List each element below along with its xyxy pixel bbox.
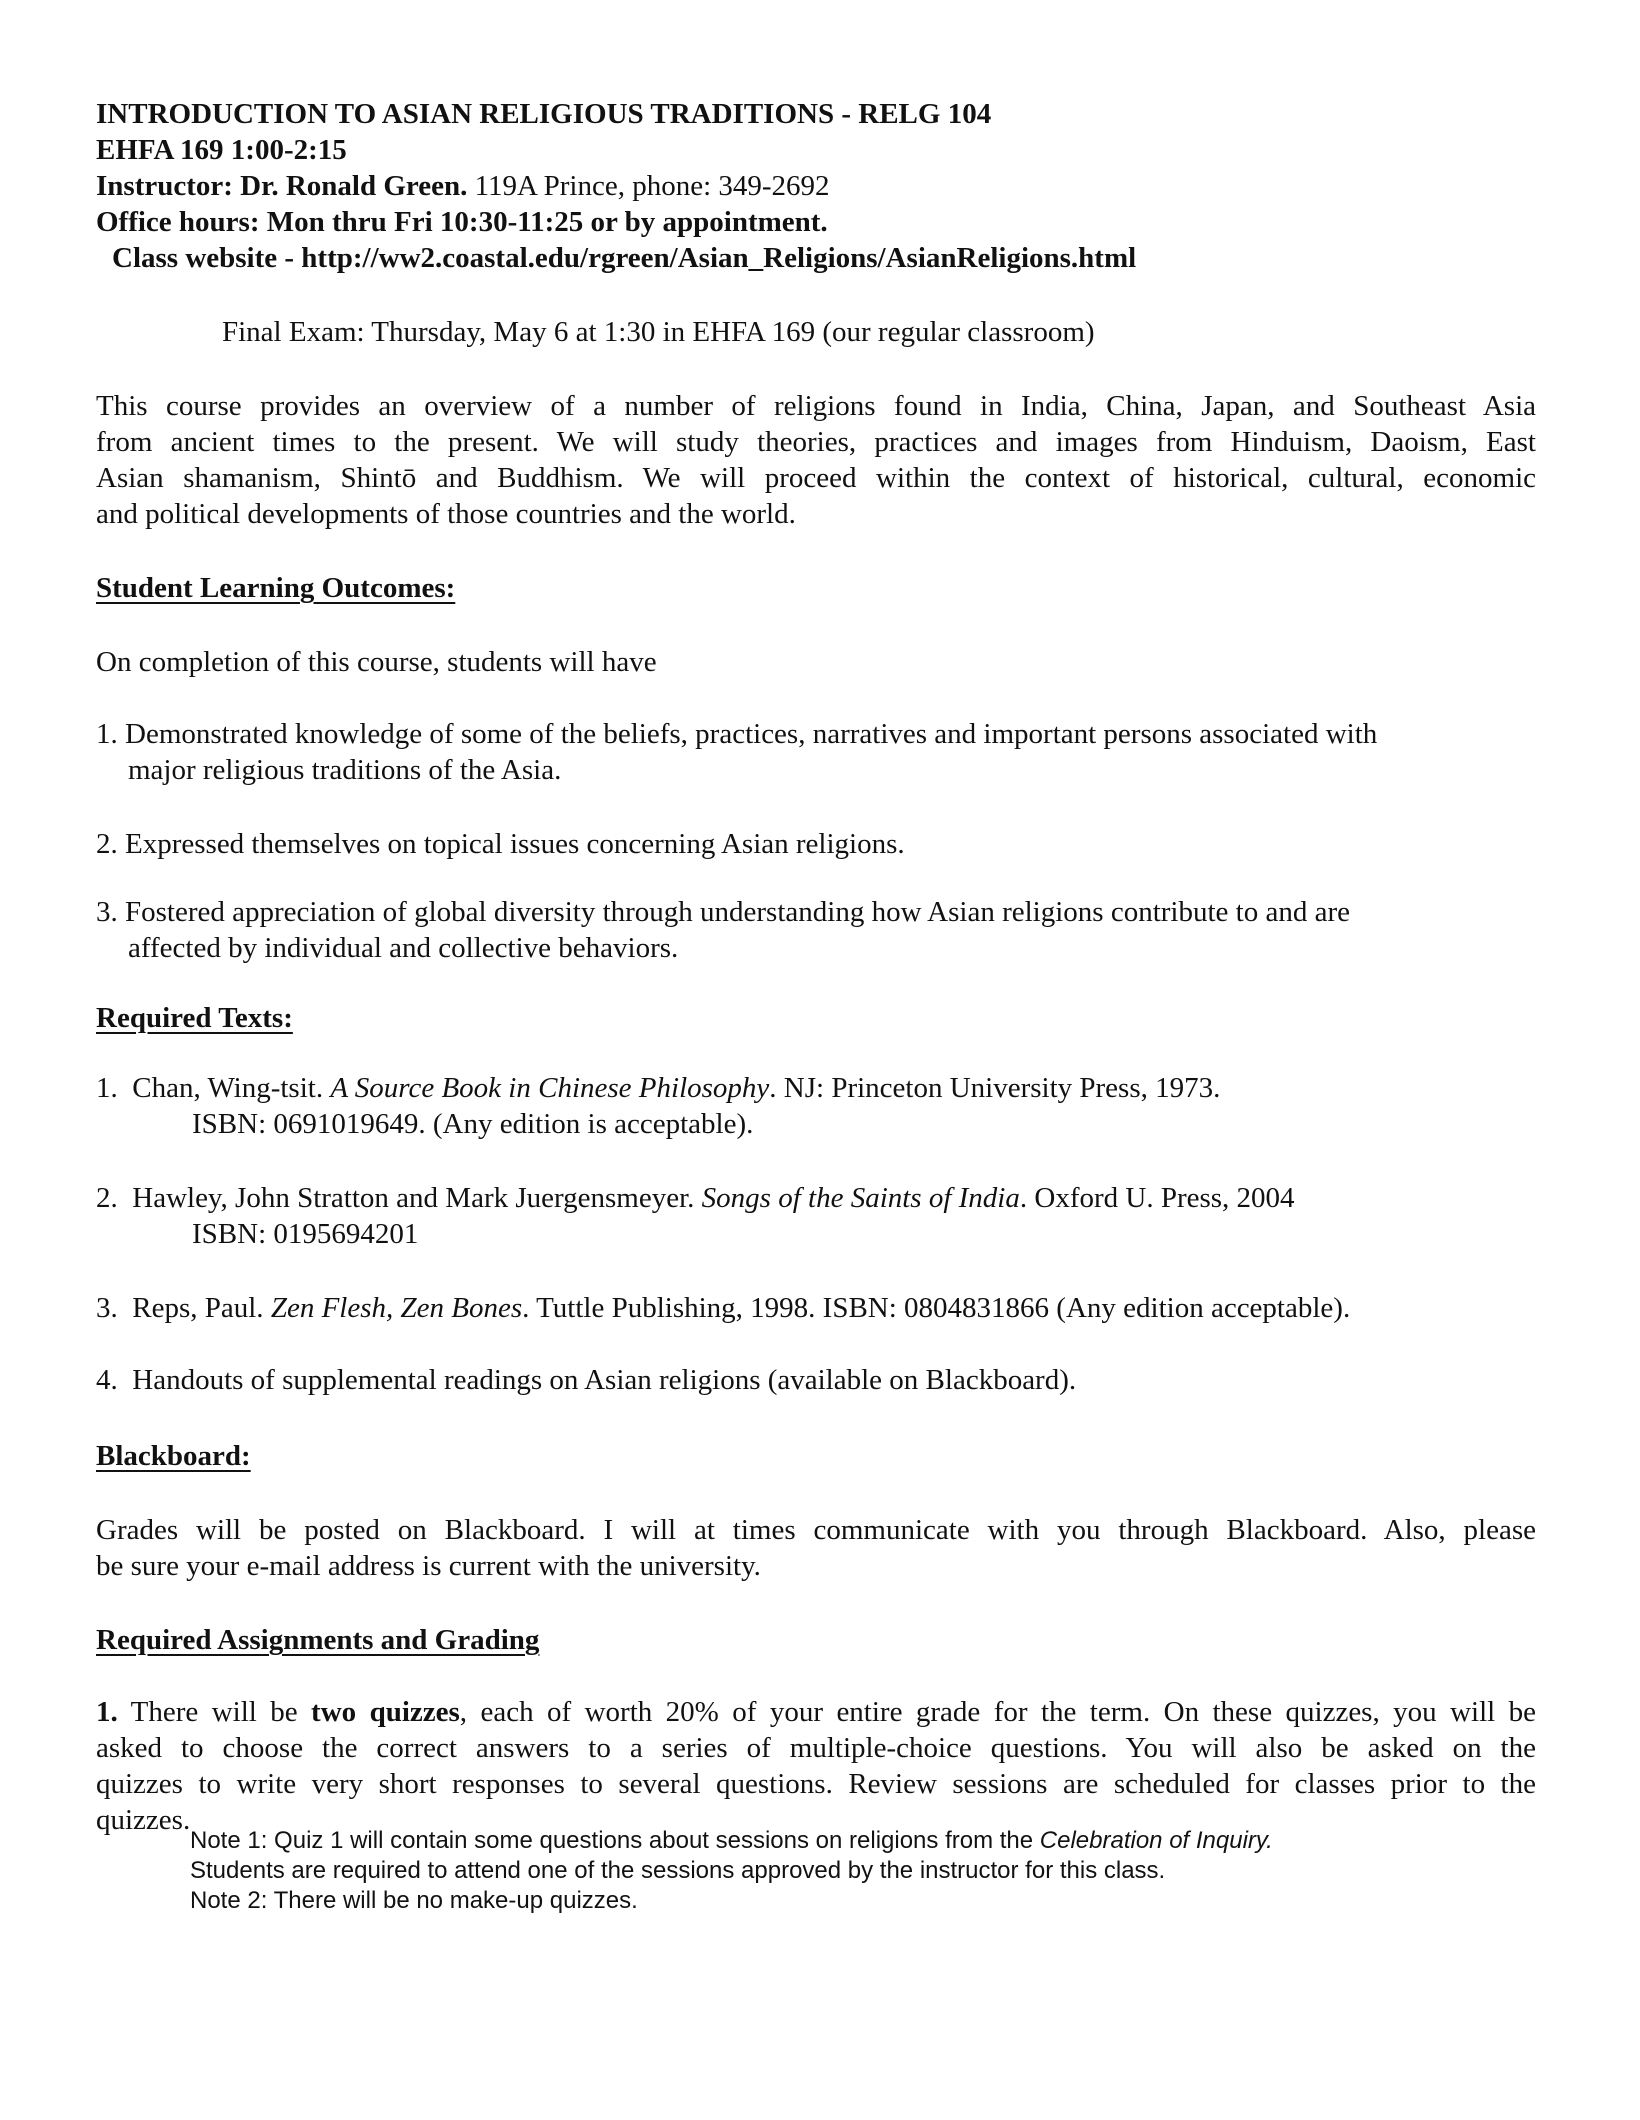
instructor-line (96, 168, 830, 204)
outcome-item (96, 826, 1556, 862)
quizzes-paragraph (96, 1694, 1536, 1838)
room-time: EHFA 169 1:00-2:15 (96, 134, 347, 166)
blackboard-paragraph (96, 1512, 1536, 1584)
note-1-text: Note 1: Quiz 1 will contain some questions about sessions on religions from the (190, 1827, 1040, 1854)
text-number: 2. (96, 1182, 118, 1214)
instructor-office: 119A Prince, phone: 349-2692 (467, 170, 830, 202)
intro-line: and political developments of those countries and the world. (96, 498, 796, 530)
text-author: Reps, Paul. (132, 1292, 271, 1324)
quizzes-line (96, 1694, 1536, 1730)
course-title: INTRODUCTION TO ASIAN RELIGIOUS TRADITIONS - RELG 104 (96, 98, 992, 130)
quizzes-line: asked to choose the correct answers to a series of multiple-choice questions. You will also be asked on the (96, 1732, 1536, 1764)
note-1-italic: Celebration of Inquiry. (1039, 1827, 1273, 1854)
text-item (96, 1362, 1556, 1398)
website-label: Class website - (112, 242, 302, 274)
outcome-line: 1. Demonstrated knowledge of some of the beliefs, practices, narratives and important persons associated with (96, 718, 1378, 750)
text-author: Hawley, John Stratton and Mark Juergensmeyer. (132, 1182, 702, 1214)
outcome-item (96, 894, 1556, 966)
outcome-line: major religious traditions of the Asia. (128, 754, 562, 786)
intro-line: Asian shamanism, Shintō and Buddhism. We will proceed within the context of historical, cultural, economic (96, 462, 1536, 494)
item-number: 1. (96, 1696, 118, 1728)
instructor-label: Instructor: Dr. Ronald Green. (96, 170, 468, 202)
website-line (112, 240, 1136, 276)
intro-line: from ancient times to the present. We will study theories, practices and images from Hinduism, Daoism, East (96, 426, 1536, 458)
outcome-line: 3. Fostered appreciation of global diversity through understanding how Asian religions contribute to and are (96, 896, 1350, 928)
outcomes-heading: Student Learning Outcomes: (96, 572, 456, 604)
quizzes-text: , each of worth 20% of your entire grade for the term. On these quizzes, you will be (459, 1696, 1536, 1728)
blackboard-line: be sure your e-mail address is current with the university. (96, 1550, 761, 1582)
assignments-heading: Required Assignments and Grading (96, 1624, 540, 1656)
text-author: Chan, Wing-tsit. (132, 1072, 331, 1104)
text-publisher: . NJ: Princeton University Press, 1973. (769, 1072, 1221, 1104)
text-isbn: ISBN: 0195694201 (192, 1218, 419, 1250)
outcome-line: affected by individual and collective behaviors. (128, 932, 679, 964)
note-1 (190, 1826, 1273, 1856)
note-1-line2: Students are required to attend one of the sessions approved by the instructor for this class. (190, 1857, 1166, 1884)
quizzes-text: There will be (117, 1696, 312, 1728)
text-item (96, 1070, 1556, 1142)
outcome-line: 2. Expressed themselves on topical issues concerning Asian religions. (96, 828, 905, 860)
text-title: A Source Book in Chinese Philosophy (330, 1072, 770, 1104)
text-number: 3. (96, 1292, 118, 1324)
text-number: 4. (96, 1364, 118, 1396)
note-2: Note 2: There will be no make-up quizzes. (190, 1887, 638, 1914)
intro-paragraph (96, 388, 1536, 532)
blackboard-heading: Blackboard: (96, 1440, 251, 1472)
outcomes-lead: On completion of this course, students will have (96, 646, 657, 678)
text-publisher: . Tuttle Publishing, 1998. ISBN: 0804831866 (Any edition acceptable). (522, 1292, 1351, 1324)
quizzes-line: quizzes to write very short responses to several questions. Review sessions are scheduled for classes prior to the (96, 1768, 1536, 1800)
text-number: 1. (96, 1072, 118, 1104)
text-title: Songs of the Saints of India (701, 1182, 1020, 1214)
website-link[interactable]: http://ww2.coastal.edu/rgreen/Asian_Religions/AsianReligions.html (301, 242, 1137, 274)
outcome-item (96, 716, 1556, 788)
office-hours: Office hours: Mon thru Fri 10:30-11:25 or by appointment. (96, 206, 828, 238)
text-item (96, 1180, 1556, 1252)
text-title: Zen Flesh, Zen Bones (270, 1292, 523, 1324)
texts-heading: Required Texts: (96, 1002, 293, 1034)
text-publisher: . Oxford U. Press, 2004 (1019, 1182, 1295, 1214)
text-isbn: ISBN: 0691019649. (Any edition is acceptable). (192, 1108, 754, 1140)
final-exam: Final Exam: Thursday, May 6 at 1:30 in EHFA 169 (our regular classroom) (222, 316, 1095, 348)
blackboard-line: Grades will be posted on Blackboard. I will at times communicate with you through Blackboard. Also, please (96, 1514, 1536, 1546)
quizzes-bold: two quizzes (311, 1696, 460, 1728)
intro-line: This course provides an overview of a number of religions found in India, China, Japan, and Southeast Asia (96, 390, 1536, 422)
text-description: Handouts of supplemental readings on Asian religions (available on Blackboard). (132, 1364, 1077, 1396)
quizzes-line: quizzes. (96, 1804, 191, 1836)
text-item (96, 1290, 1556, 1326)
